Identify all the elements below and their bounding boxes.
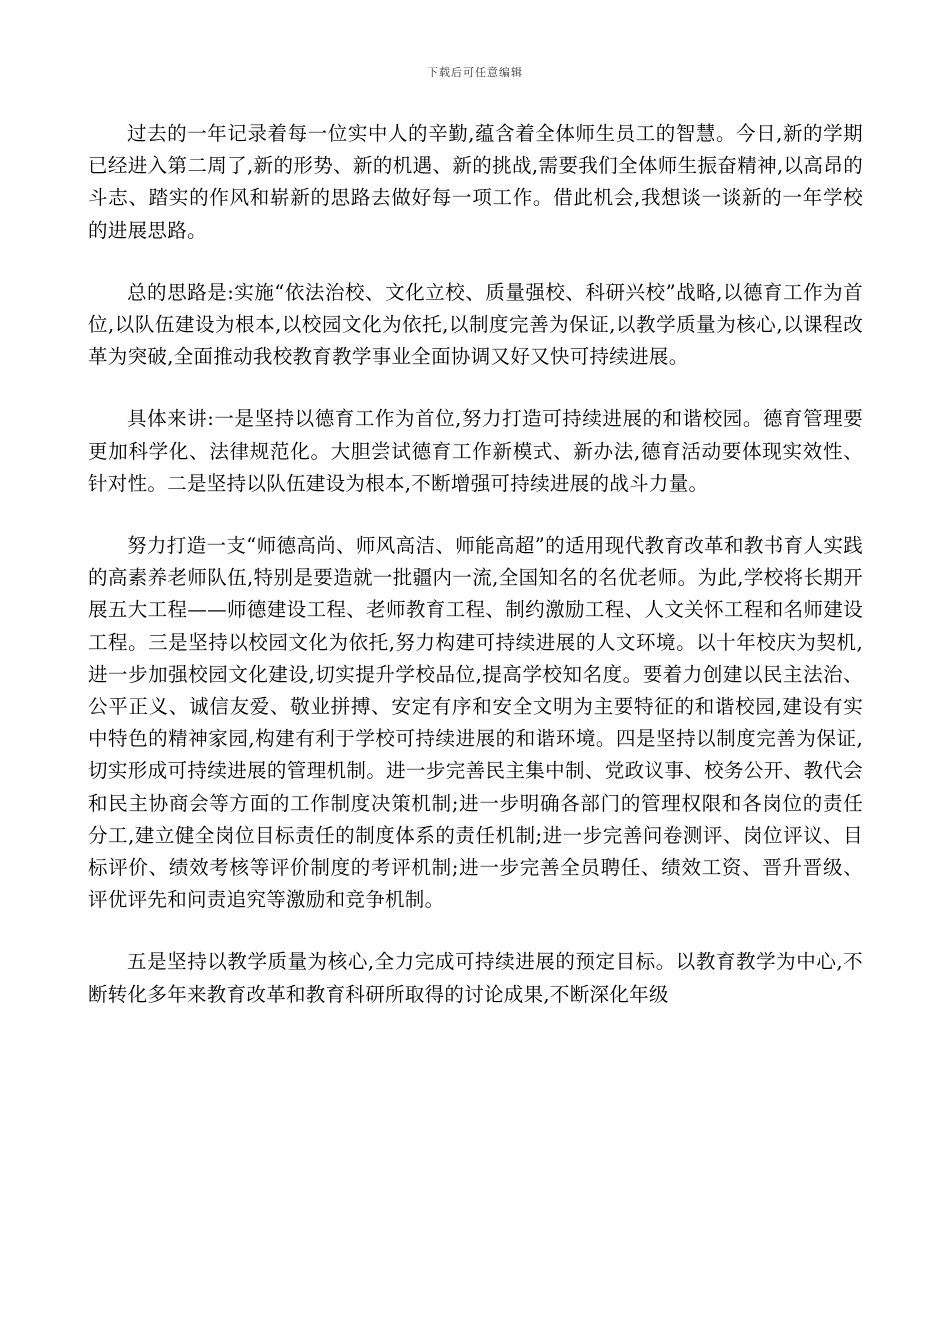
paragraph-5: 五是坚持以教学质量为核心,全力完成可持续进展的预定目标。以教育教学为中心,不断转化多年来教育改革和教育科研所取得的讨论成果,不断深化年级 (88, 950, 863, 1006)
paragraph-3: 具体来讲:一是坚持以德育工作为首位,努力打造可持续进展的和谐校园。德育管理要更加科学化、法律规范化。大胆尝试德育工作新模式、新办法,德育活动要体现实效性、针对性。二是坚持以队伍建设为根本,不断增强可持续进展的战斗力量。 (88, 407, 863, 495)
page-header: 下载后可任意编辑 (427, 66, 523, 79)
paragraph-4: 努力打造一支“师德高尚、师风高洁、师能高超”的适用现代教育改革和教书育人实践的高素养老师队伍,特别是要造就一批疆内一流,全国知名的名优老师。为此,学校将长期开展五大工程——师德建设工程、老师教育工程、制约激励工程、人文关怀工程和名师建设工程。三是坚持以校园文化为依托,努力构建可持续进展的人文环境。以十年校庆为契机,进一步加强校园文化建设,切实提升学校品位,提高学校知名度。要着力创建以民主法治、公平正义、诚信友爱、敬业拼搏、安定有序和安全文明为主要特征的和谐校园,建设有实中特色的精神家园,构建有利于学校可持续进展的和谐环境。四是坚持以制度完善为保证,切实形成可持续进展的管理机制。进一步完善民主集中制、党政议事、校务公开、教代会和民主协商会等方面的工作制度决策机制;进一步明确各部门的管理权限和各岗位的责任分工,建立健全岗位目标责任的制度体系的责任机制;进一步完善问卷测评、岗位评议、目标评价、绩效考核等评价制度的考评机制;进一步完善全员聘任、绩效工资、晋升晋级、评优评先和问责追究等激励和竞争机制。 (88, 534, 863, 912)
document-body (88, 118, 863, 1041)
paragraph-1: 过去的一年记录着每一位实中人的辛勤,蕴含着全体师生员工的智慧。今日,新的学期已经进入第二周了,新的形势、新的机遇、新的挑战,需要我们全体师生振奋精神,以高昂的斗志、踏实的作风和崭新的思路去做好每一项工作。借此机会,我想谈一谈新的一年学校的进展思路。 (88, 122, 863, 242)
paragraph-2: 总的思路是:实施“依法治校、文化立校、质量强校、科研兴校”战略,以德育工作为首位,以队伍建设为根本,以校园文化为依托,以制度完善为保证,以教学质量为核心,以课程改革为突破,全面推动我校教育教学事业全面协调又好又快可持续进展。 (88, 280, 863, 369)
